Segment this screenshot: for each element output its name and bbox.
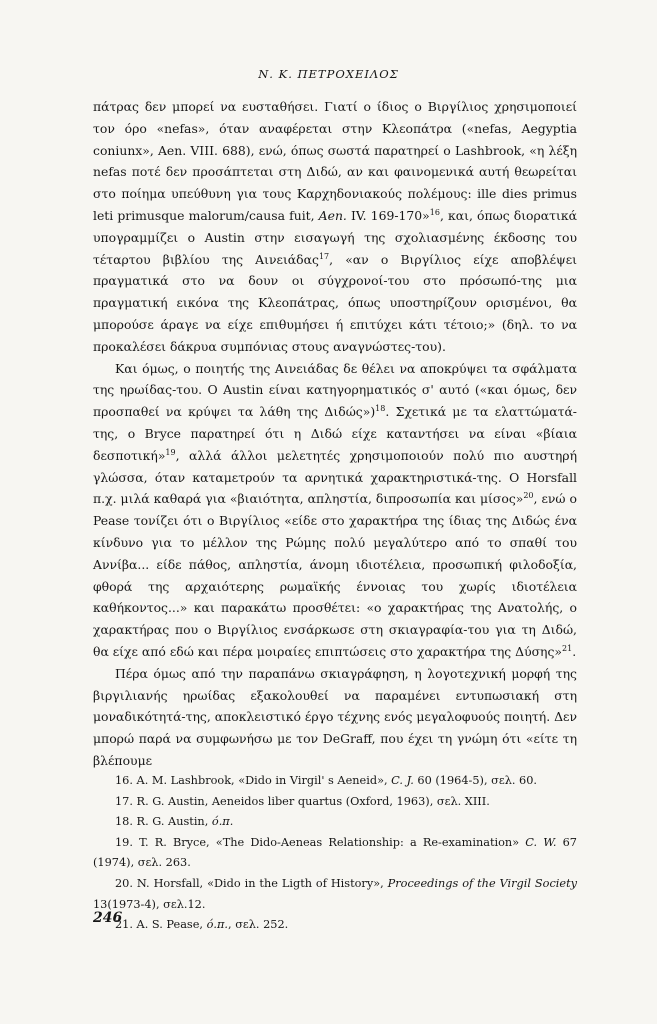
main-text [93, 96, 577, 772]
text-run: , σελ. 252. [228, 918, 289, 932]
footnote-18 [93, 812, 577, 833]
text-run: Proceedings of the Virgil Society [387, 876, 577, 890]
text-run: 16. A. M. Lashbrook, «Dido in Virgil' s Aeneid», [115, 774, 392, 787]
footnotes [93, 771, 577, 936]
text-run: , αλλά άλλοι μελετητές χρησιμοποιούν πολύ πιο αυστηρή γλώσσα, όταν καταμετρούν τα αρνητικά χαρακτηριστικά-της. Ο Horsfall π.χ. μιλά καθαρά για «βιαιότητα, απληστία, διπροσωπία και μίσος» [93, 447, 577, 507]
text-run: 20. N. Horsfall, «Dido in the Ligth of History», [115, 876, 388, 890]
footnote-ref-16: 16 [429, 207, 440, 217]
text-run: C. W. [525, 835, 557, 849]
footnote-19 [93, 833, 577, 874]
text-run: 19. T. R. Bryce, «The Dido-Aeneas Relationship: a Re-examination» [115, 835, 526, 849]
footnote-ref-20: 20 [523, 491, 534, 501]
footnote-ref-18: 18 [375, 404, 386, 414]
text-run: 17. R. G. Austin, Aeneidos liber quartus (Oxford, 1963), σελ. XIII. [115, 794, 490, 808]
paragraph-3 [93, 663, 577, 772]
text-run: . Σχετικά με τα ελαττώματά-της, ο Bryce παρατηρεί ότι η Διδώ είχε καταντήσει να είναι «βίαια δεσποτική» [93, 404, 577, 463]
text-run: 18. R. G. Austin, [115, 815, 212, 829]
text-run: πάτρας δεν μπορεί να ευσταθήσει. Γιατί ο ίδιος ο Βιργίλιος χρησιμοποιεί τον όρο «nefas», όταν αναφέρεται στην Κλεοπάτρα («nefas, Aegyptia coniunx», Aen. VIII. 688), ενώ, όπως σωστά παρατηρεί ο Lashbrook, «η λέξη nefas ποτέ δεν προσάπτεται στη Διδώ, αν και φαινομενικά αυτή θεωρείται στο ποίημα υπεύθυνη για τους Καρχηδονιακούς πολέμους: ille dies primus leti primusque malorum/causa fuit, [93, 99, 577, 223]
text-run: Και όμως, ο ποιητής της Αινειάδας δε θέλει να αποκρύψει τα σφάλματα της ηρωίδας-του. Ο Austin είναι κατηγορηματικός σ' αυτό («και όμως, δεν προσπαθεί να κρύψει τα λάθη της Διδώς») [93, 360, 577, 420]
text-run: . [572, 643, 577, 659]
text-run: ό.π. [211, 815, 234, 829]
text-run: , «αν ο Βιργίλιος είχε αποβλέψει πραγματικά στο να δουν οι σύγχρονοί-του στο πρόσωπό-της μια πραγματική εικόνα της Κλεοπάτρας, όπως υποστηρίζουν ορισμένοι, θα μπορούσε άραγε να είχε επιθυμήσει ή επιτύχει κάτι τέτοιο;» (δηλ. το να προκαλέσει δάκρυα συμπόνιας στους αναγνώστες-του). [93, 251, 577, 354]
paragraph-1 [93, 96, 577, 358]
text-run: 13(1973-4), σελ.12. [93, 897, 206, 911]
text-run: 60 (1964-5), σελ. 60. [413, 774, 538, 787]
text-run: Πέρα όμως από την παραπάνω σκιαγράφηση, η λογοτεχνική μορφή της βιργιλιανής ηρωίδας εξακολουθεί να παραμένει εντυπωσιακή στη μοναδικότητά-της, αποκλειστικό έργο τέχνης ενός μεγαλοφυούς ποιητή. Δεν μπορώ παρά να συμφωνήσω με τον DeGraff, που έχει τη γνώμη ότι «είτε τη βλέπουμε [93, 665, 577, 768]
footnote-16 [93, 771, 577, 792]
text-run: 67 (1974), σελ. 263. [93, 835, 577, 870]
text-run: , ενώ ο Pease τονίζει ότι ο Βιργίλιος «είδε στο χαρακτήρα της ίδιας της Διδώς ένα κίνδυνο για το μέλλον της Ρώμης πολύ μεγαλύτερο από το σπαθί του Αννίβα... είδε πάθος, απληστία, άνομη ιδιοτέλεια, προσωπική φιλοδοξία, φθορά της αρχαιότερης ρωμαϊκής έννοιας του χωρίς ιδιοτέλεια καθήκοντος...» και παρακάτω προσθέτει: «ο χαρακτήρας της Ανατολής, ο χαρακτήρας που ο Βιργίλιος ενσάρκωσε στη σκιαγραφία-του για τη Διδώ, θα είχε από εδώ και πέρα μοιραίες επιπτώσεις στο χαρακτήρα της Δύσης» [93, 491, 577, 659]
text-run: C. J. [391, 774, 414, 787]
footnote-ref-19: 19 [165, 447, 176, 457]
paragraph-2 [93, 358, 577, 663]
running-header: Ν. Κ. ΠΕΤΡΟΧΕΙΛΟΣ [258, 67, 399, 81]
text-run: , και, όπως διορατικά υπογραμμίζει ο Austin στην εισαγωγή της σχολιασμένης έκδοσης του τέταρτου βιβλίου της Αινειάδας [93, 207, 577, 267]
text-run: IV. 169-170» [346, 207, 430, 223]
text-run: ό.π. [206, 918, 229, 932]
footnote-21 [93, 915, 577, 936]
footnote-17 [93, 792, 577, 813]
text-run: Aen. [318, 207, 347, 223]
footnote-ref-21: 21 [562, 643, 573, 653]
footnote-ref-17: 17 [318, 251, 330, 261]
page-number: 246 [93, 910, 123, 926]
footnote-20 [93, 874, 577, 915]
text-run: 21. A. S. Pease, [115, 918, 207, 932]
